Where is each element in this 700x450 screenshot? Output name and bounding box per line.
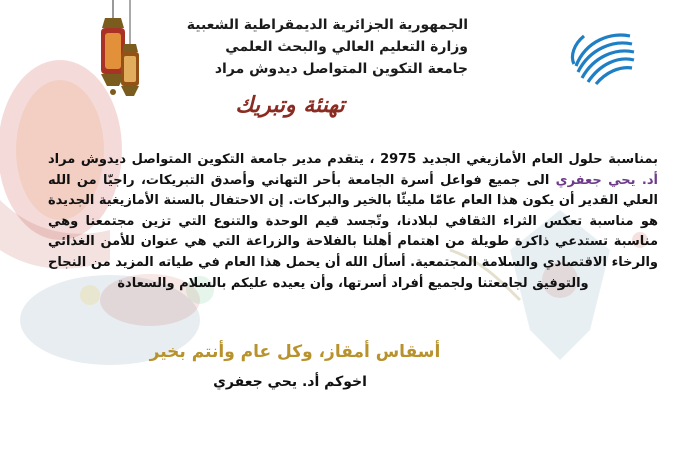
greeting-title: تهنئة وتبريك	[235, 92, 345, 118]
message-body	[48, 150, 658, 294]
university-logo-icon	[568, 26, 638, 86]
republic-name: الجمهورية الجزائرية الديمقراطية الشعبية	[186, 17, 468, 33]
message-part-1: بمناسبة حلول العام الأمازيغي الجديد 2975 ، يتقدم مدير جامعة التكوين المتواصل ديدوش مراد	[48, 152, 659, 167]
university-name: جامعة التكوين المتواصل ديدوش مراد	[214, 61, 468, 77]
institution-header	[168, 14, 468, 80]
message-part-2: الى جميع فواعل أسرة الجامعة بأحر التهاني وأصدق التبريكات، راجيّا من الله العلي القدير أن يكون هذا العام عامّا مليئّا بالخير والبركات. إن الاحتفال بالسنة الأمازيغية الجديدة هو مناسبة تعكس الثراء الثقافي لبلادنا، وتّجسد قيم الوحدة والتنوع التي تزين مجتمعنا وهي مناسبة تستدعي ذاكرة طويلة من اهتمام أهلنا بالفلاحة والزراعة التي هي عنوان للأمن الغذائي والرخاء الاقتصادي والسلامة المجتمعية. أسأل الله أن يحمل هذا العام في طياته المزيد من النجاح والتوفيق لجامعتنا ولجميع أفراد أسرتها، وأن يعيده عليكم بالسلام والسعادة	[48, 172, 658, 291]
new-year-wishes: أسقاس أمقاز، وكل عام وأنتم بخير	[149, 342, 441, 362]
signature: اخوكم أد. يحي جعفري	[213, 374, 367, 390]
ministry-name: وزارة التعليم العالي والبحث العلمي	[225, 39, 468, 55]
rector-name-highlight: أد. يحي جعفري	[555, 172, 658, 188]
